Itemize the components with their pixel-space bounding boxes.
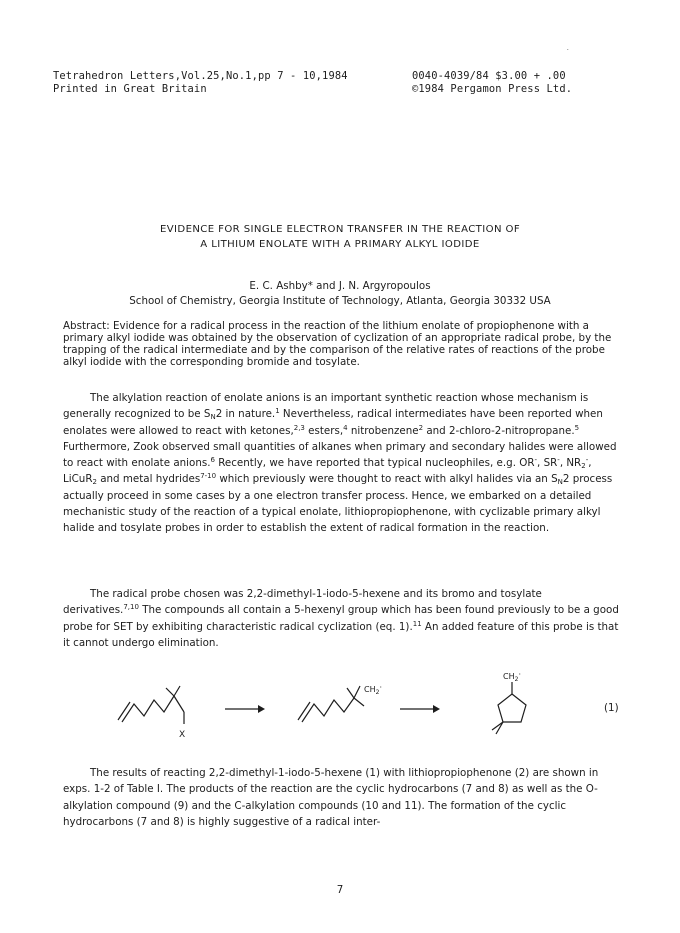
p1-text: 2 in nature. [215, 408, 276, 421]
charge: - [534, 456, 538, 465]
p1-text: The alkylation reaction of enolate anions is an important synthetic reaction whose mechanism is generally recognized to be S [63, 392, 589, 421]
paragraph-3: The results of reacting 2,2-dimethyl-1-iodo-5-hexene (1) with lithiopropiophenone (2) are shown in exps. 1-2 of Table I. The products of the reaction are the cyclic hydrocarbons (7 and 8) as well as the O-alkylation compound (9) and the C-alkylation compounds (10 and 11). The formation of the cyclic hydrocarbons (7 and 8) is highly suggestive of a radical inter- [63, 767, 599, 828]
citation: 5 [574, 423, 580, 432]
title-line-2: A LITHIUM ENOLATE WITH A PRIMARY ALKYL IODIDE [200, 239, 480, 250]
paragraph-2 [63, 586, 619, 651]
citation: 7-10 [200, 472, 217, 481]
article-title [0, 222, 680, 252]
leaving-group-label: X [179, 730, 186, 740]
p1-text: esters, [304, 424, 344, 437]
citation: 2,3 [293, 423, 305, 432]
p1-sub: N [210, 413, 216, 422]
charge: - [557, 456, 560, 465]
journal-citation: Tetrahedron Letters,Vol.25,No.1,pp 7 - 10,1984 [53, 70, 348, 82]
p1-text: which previously were thought to react with alkyl halides via an S [216, 473, 558, 486]
p1-text: Furthermore, Zook observed small quantities of alkanes when primary and secondary halides were allowed to react with enolate anions. [63, 440, 617, 470]
p1-text: and 2-chloro-2-nitropropane. [423, 424, 575, 437]
p1-sub: 2 [92, 478, 97, 487]
charge: - [585, 456, 589, 465]
radical-intermediate [298, 686, 364, 722]
citation: 6 [210, 456, 215, 465]
p1-text: Nevertheless, radical intermediates have been reported when enolates were allowed to react with ketones, [63, 408, 603, 437]
authors: E. C. Ashby* and J. N. Argyropoulos [249, 280, 431, 292]
p2-text: The compounds all contain a 5-hexenyl group which has been found previously to be a good probe for SET by exhibiting characteristic radical cyclization (eq. 1). [63, 604, 619, 633]
reaction-scheme [100, 672, 640, 747]
citation: 1 [275, 407, 280, 416]
p1-text: 2 process actually proceed in some cases by a one electron transfer process. Hence, we embarked on a detailed mechanistic study of the reaction of a typical enolate, lithiopropiophenone, with cyclizable primary alkyl halide and tosylate probes in order to establish the extent of radical formation in the reaction. [63, 473, 613, 535]
p2-text: The radical probe chosen was 2,2-dimethyl-1-iodo-5-hexene and its bromo and tosylate derivatives. [63, 588, 542, 617]
header-right [412, 70, 572, 96]
citation: 4 [343, 423, 348, 432]
p1-text: , SR [537, 457, 558, 470]
probe-molecule [118, 686, 184, 724]
p1-sub: N [557, 478, 563, 487]
p1-sub: 2 [581, 462, 586, 471]
reaction-arrow [400, 705, 440, 713]
abstract: Abstract: Evidence for a radical process in the reaction of the lithium enolate of propiophenone with a primary alkyl iodide was obtained by the observation of cyclization of an appropriate radical probe, by the trapping of the radical intermediate and by the comparison of the relative rates of reactions of the probe alkyl iodide with the corresponding bromide and tosylate. [63, 320, 612, 368]
paragraph-1 [63, 390, 619, 537]
p2-text: An added feature of this probe is that it cannot undergo elimination. [63, 620, 619, 649]
cyclic-product [492, 682, 526, 734]
citation: 2 [418, 423, 424, 432]
printed-in: Printed in Great Britain [53, 83, 207, 95]
affiliation: School of Chemistry, Georgia Institute of Technology, Atlanta, Georgia 30332 USA [129, 295, 551, 307]
citation: 7,10 [123, 603, 139, 612]
author-block [0, 279, 680, 309]
p1-text: , LiCuR [63, 457, 592, 486]
p1-text: nitrobenzene [347, 424, 419, 437]
title-line-1: EVIDENCE FOR SINGLE ELECTRON TRANSFER IN THE REACTION OF [159, 224, 521, 235]
reaction-arrow [225, 705, 265, 713]
p1-text: and metal hydrides [96, 473, 201, 486]
corner-mark: . [566, 45, 570, 52]
p1-text: , NR [559, 457, 582, 470]
radical-label: $CH_2\cdot$ [364, 683, 382, 696]
citation: 11 [412, 619, 422, 628]
article-code: 0040-4039/84 $3.00 + .00 [412, 70, 566, 82]
p1-text: Recently, we have reported that typical nucleophiles, e.g. OR [214, 457, 535, 470]
copyright: ©1984 Pergamon Press Ltd. [412, 83, 573, 95]
header-left [53, 70, 348, 96]
equation-number: (1) [604, 702, 619, 714]
page-number: 7 [336, 884, 344, 896]
product-label: $CH_2\cdot$ [503, 672, 521, 683]
